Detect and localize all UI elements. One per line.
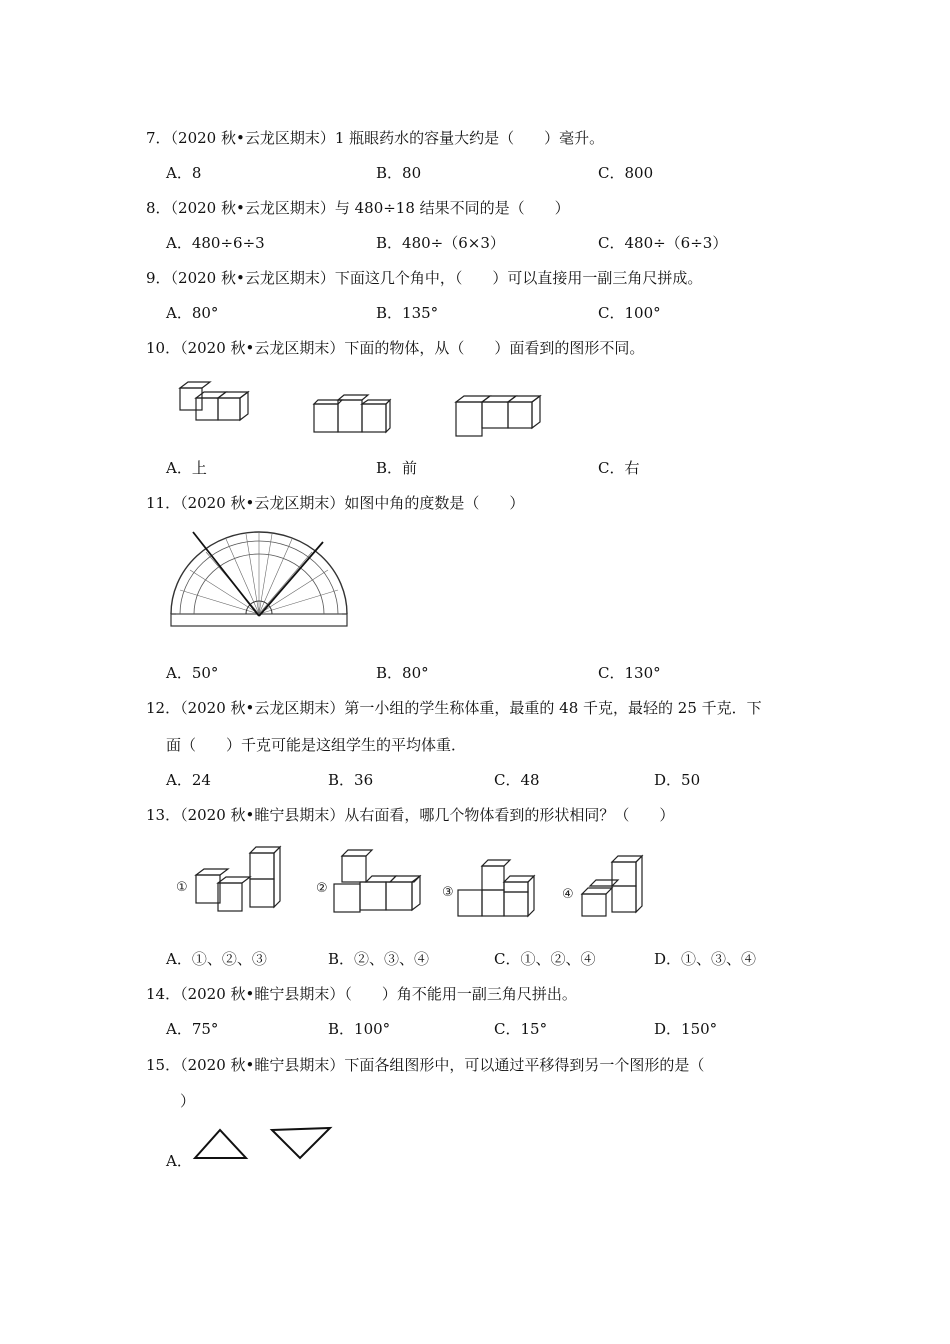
q15-figure-a [190,1124,340,1164]
q13-label-2: ② [316,881,328,896]
q13-figure-2 [314,848,424,914]
q10-figure-3 [450,392,544,440]
q10-figure-1 [176,378,256,426]
q10-stem: 10．（2020 秋•云龙区期末）下面的物体，从（ ）面看到的图形不同。 [146,339,645,357]
q8-option-a: A．480÷6÷3 [166,234,265,252]
q10-figure-2 [312,392,398,438]
q7-option-b: B．80 [376,164,422,182]
q7-option-a: A．8 [166,164,202,182]
q9-stem: 9．（2020 秋•云龙区期末）下面这几个角中，（ ）可以直接用一副三角尺拼成。 [146,269,703,287]
q13-figure-4 [562,852,648,918]
q11-option-c: C．130° [598,664,661,682]
q10-option-a: A．上 [166,459,207,477]
q8-option-b: B．480÷（6×3） [376,234,505,252]
q9-option-a: A．80° [166,304,219,322]
q11-protractor-figure [166,528,352,632]
q9-option-b: B．135° [376,304,439,322]
q12-option-a: A．24 [166,771,211,789]
q12-option-c: C．48 [494,771,540,789]
q13-option-c: C．①、②、④ [494,950,596,968]
q13-figure-3 [442,858,542,920]
q10-option-b: B．前 [376,459,418,477]
q8-stem: 8．（2020 秋•云龙区期末）与 480÷18 结果不同的是（ ） [146,199,570,217]
q13-option-a: A．①、②、③ [166,950,267,968]
q15-stem: 15．（2020 秋•睢宁县期末）下面各组图形中，可以通过平移得到另一个图形的是（ [146,1056,705,1074]
q11-option-a: A．50° [166,664,219,682]
q14-stem: 14．（2020 秋•睢宁县期末）（ ）角不能用一副三角尺拼出。 [146,985,577,1003]
q14-option-b: B．100° [328,1020,391,1038]
q12-option-b: B．36 [328,771,374,789]
q11-option-b: B．80° [376,664,429,682]
q11-stem: 11．（2020 秋•云龙区期末）如图中角的度数是（ ） [146,494,525,512]
q9-option-c: C．100° [598,304,661,322]
q14-option-a: A．75° [166,1020,219,1038]
q13-label-3: ③ [442,885,454,900]
q12-stem: 12．（2020 秋•云龙区期末）第一小组的学生称体重，最重的 48 千克，最轻的 25 千克．下 [146,699,762,717]
q14-option-c: C．15° [494,1020,548,1038]
q14-option-d: D．150° [654,1020,718,1038]
q13-label-1: ① [176,880,188,895]
q13-option-b: B．②、③、④ [328,950,430,968]
q13-label-4: ④ [562,887,574,902]
q13-stem: 13．（2020 秋•睢宁县期末）从右面看，哪几个物体看到的形状相同？（ ） [146,806,675,824]
q15-stem-continued: ） [180,1092,196,1110]
q7-stem: 7．（2020 秋•云龙区期末）1 瓶眼药水的容量大约是（ ）毫升。 [146,129,605,147]
q7-option-c: C．800 [598,164,654,182]
q8-option-c: C．480÷（6÷3） [598,234,728,252]
q12-option-d: D．50 [654,771,701,789]
q13-figure-1 [174,845,290,915]
q10-option-c: C．右 [598,459,640,477]
q13-option-d: D．①、③、④ [654,950,757,968]
q12-stem-continued: 面（ ）千克可能是这组学生的平均体重． [166,736,467,754]
q15-option-a: A． [166,1152,192,1170]
